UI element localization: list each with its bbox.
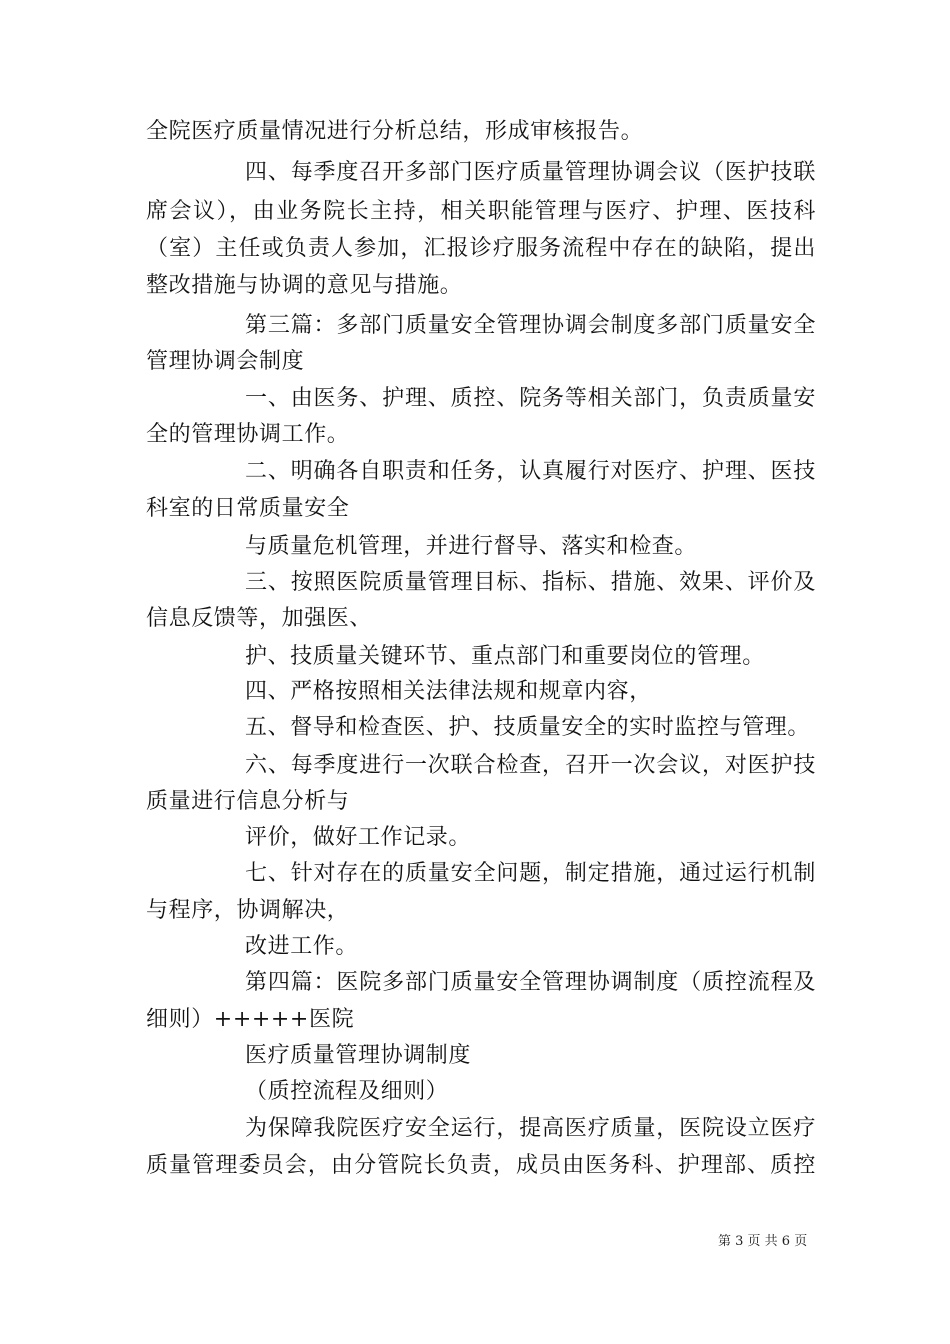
text-line: 一、由医务、护理、质控、院务等相关部门，负责质量安	[245, 386, 816, 411]
text-line: 全的管理协调工作。	[146, 422, 350, 447]
text-line: 质量管理委员会，由分管院长负责，成员由医务科、护理部、质控	[146, 1153, 816, 1178]
text-line: 五、督导和检查医、护、技质量安全的实时监控与管理。	[245, 715, 811, 740]
text-line: 质量进行信息分析与	[146, 789, 350, 814]
section-heading: 管理协调会制度	[146, 349, 305, 374]
section-heading: 医疗质量管理协调制度	[245, 1043, 472, 1068]
section-heading: 第四篇：医院多部门质量安全管理协调制度（质控流程及	[245, 970, 816, 995]
text-line: （室）主任或负责人参加，汇报诊疗服务流程中存在的缺陷，提出	[146, 236, 816, 261]
text-line: 四、严格按照相关法律法规和规章内容，	[245, 679, 652, 704]
section-subheading: （质控流程及细则）	[245, 1079, 449, 1104]
text-line: 为保障我院医疗安全运行，提高医疗质量，医院设立医疗	[245, 1116, 816, 1141]
section-heading: 细则）+++++医院	[146, 1007, 355, 1032]
text-line: 四、每季度召开多部门医疗质量管理协调会议（医护技联	[245, 160, 816, 185]
text-line: 整改措施与协调的意见与措施。	[146, 273, 463, 298]
text-line: 与程序，协调解决，	[146, 898, 350, 923]
text-line: 三、按照医院质量管理目标、指标、措施、效果、评价及	[245, 570, 816, 595]
text-line: 与质量危机管理，并进行督导、落实和检查。	[245, 534, 698, 559]
text-line: 科室的日常质量安全	[146, 496, 350, 521]
text-line: 改进工作。	[245, 934, 359, 959]
text-line: 席会议），由业务院长主持，相关职能管理与医疗、护理、医技科	[146, 199, 816, 224]
text-line: 全院医疗质量情况进行分析总结，形成审核报告。	[146, 119, 644, 144]
text-line: 二、明确各自职责和任务，认真履行对医疗、护理、医技	[245, 459, 816, 484]
text-line: 七、针对存在的质量安全问题，制定措施，通过运行机制	[245, 861, 816, 886]
section-heading: 第三篇：多部门质量安全管理协调会制度多部门质量安全	[245, 313, 816, 338]
text-line: 评价，做好工作记录。	[245, 825, 472, 850]
page-number-footer: 第 3 页 共 6 页	[718, 1234, 808, 1249]
text-line: 信息反馈等，加强医、	[146, 606, 373, 631]
text-line: 护、技质量关键环节、重点部门和重要岗位的管理。	[245, 644, 765, 669]
text-line: 六、每季度进行一次联合检查，召开一次会议，对医护技	[245, 753, 816, 778]
